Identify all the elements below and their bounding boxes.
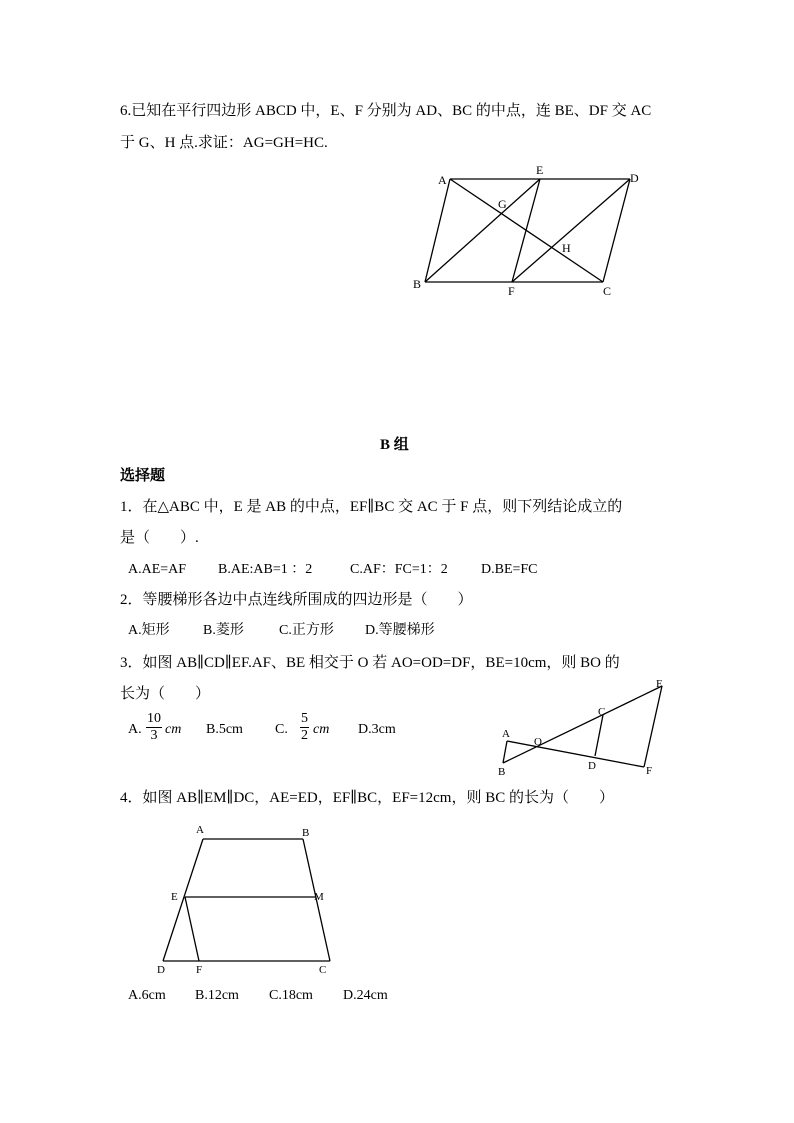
q3-label-B: B	[498, 766, 506, 778]
q3-option-c-denominator: 2	[301, 728, 308, 743]
q3-option-a-unit: cm	[165, 722, 182, 737]
label-G: G	[498, 197, 507, 211]
parallelogram-figure	[400, 160, 660, 300]
q4-option-d: D.24cm	[343, 988, 388, 1003]
q3-label-F: F	[646, 765, 653, 777]
q4-label-F: F	[196, 964, 203, 976]
label-C: C	[603, 284, 612, 298]
q3-label-C: C	[598, 706, 606, 718]
q2-option-d: D.等腰梯形	[365, 623, 435, 638]
q3-option-a-numerator: 10	[147, 711, 161, 726]
q1-option-a: A.AE=AF	[128, 562, 187, 577]
group-b-title: B 组	[380, 437, 409, 453]
q3-option-a-prefix: A.	[128, 722, 142, 737]
section-heading: 选择题	[120, 468, 166, 484]
q1-option-c: C.AF：FC=1：2	[350, 562, 448, 577]
q3-label-D: D	[588, 760, 596, 772]
label-E: E	[536, 163, 544, 177]
problem6-line2: 于 G、H 点.求证：AG=GH=HC.	[120, 135, 328, 151]
q4-trapezoid-figure	[150, 818, 340, 980]
q4-option-a: A.6cm	[128, 988, 166, 1003]
label-A: A	[438, 173, 447, 187]
q3-line2: 长为（ ）	[120, 686, 211, 702]
q4-line1: 4．如图 AB∥EM∥DC，AE=ED，EF∥BC，EF=12cm，则 BC 的长为（ ）	[120, 790, 614, 806]
label-H: H	[562, 241, 571, 255]
q2-option-c: C.正方形	[279, 623, 334, 638]
q3-option-b: B.5cm	[206, 722, 243, 737]
q4-option-c: C.18cm	[269, 988, 313, 1003]
q3-option-c-prefix: C.	[275, 722, 288, 737]
q3-option-c-numerator: 5	[301, 711, 308, 726]
q3-option-d: D.3cm	[358, 722, 396, 737]
q3-option-a-denominator: 3	[150, 728, 158, 743]
label-D: D	[630, 171, 639, 185]
q4-label-A: A	[196, 824, 204, 836]
q1-line2: 是（ ）.	[120, 530, 199, 546]
q2-option-a: A.矩形	[128, 623, 170, 638]
q3-label-E: E	[656, 678, 663, 690]
q4-option-b: B.12cm	[195, 988, 239, 1003]
q3-line1: 3．如图 AB∥CD∥EF.AF、BE 相交于 O 若 AO=OD=DF，BE=10cm，则 BO 的	[120, 655, 620, 671]
q1-option-b: B.AE:AB=1 ：2	[218, 562, 313, 577]
q3-label-O: O	[534, 736, 542, 748]
q3-option-a-fraction	[146, 711, 162, 744]
q4-label-E: E	[171, 891, 178, 903]
q3-label-A: A	[502, 728, 510, 740]
q2-option-b: B.菱形	[203, 623, 244, 638]
q4-label-C: C	[319, 964, 327, 976]
label-F: F	[508, 284, 515, 298]
q3-option-c-unit: cm	[313, 722, 330, 737]
q4-label-M: M	[314, 891, 324, 903]
q3-parallel-lines-figure	[490, 675, 680, 785]
q1-line1: 1．在△ABC 中，E 是 AB 的中点，EF∥BC 交 AC 于 F 点，则下列结论成立的	[120, 499, 623, 515]
label-B: B	[413, 277, 422, 291]
q4-label-D: D	[157, 964, 165, 976]
q3-option-c-fraction	[300, 711, 309, 744]
q1-option-d: D.BE=FC	[481, 562, 538, 577]
problem6-line1: 6.已知在平行四边形 ABCD 中，E、F 分别为 AD、BC 的中点，连 BE、DF 交 AC	[120, 103, 652, 119]
q2-line1: 2．等腰梯形各边中点连线所围成的四边形是（ ）	[120, 592, 473, 608]
q4-label-B: B	[302, 827, 310, 839]
